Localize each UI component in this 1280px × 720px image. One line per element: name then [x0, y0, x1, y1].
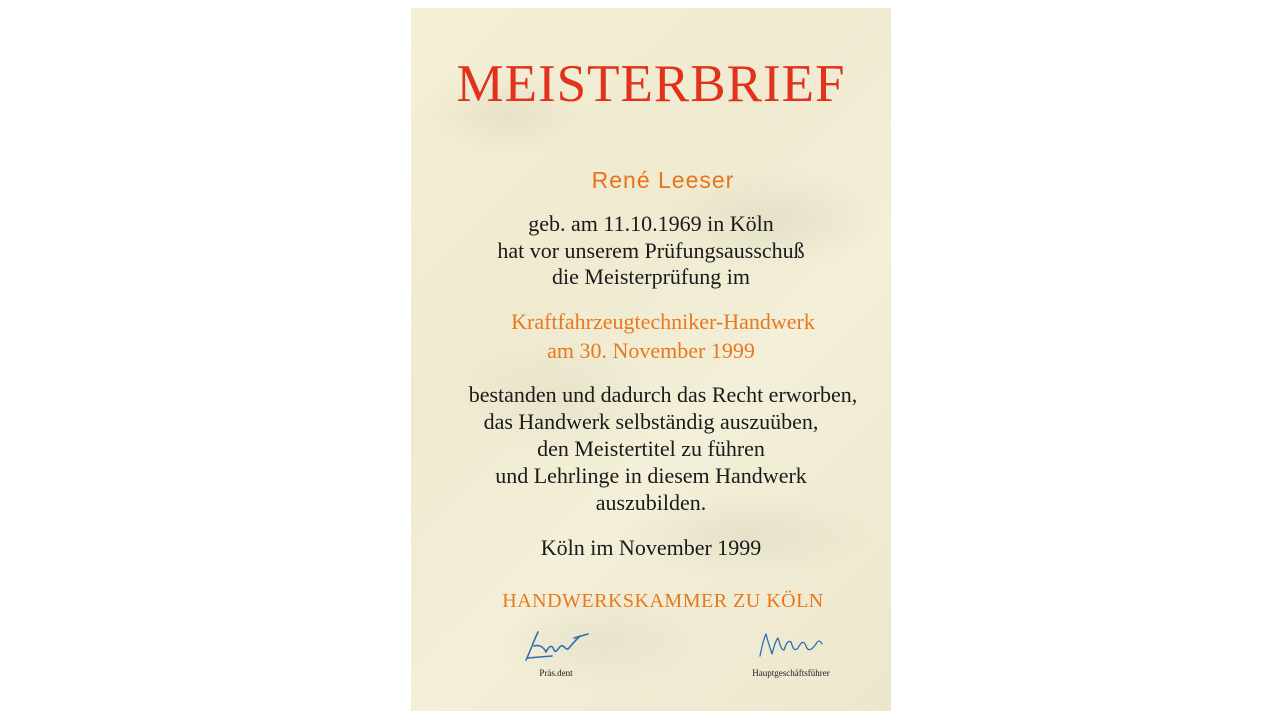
trade-line: Kraftfahrzeugtechniker-Handwerk — [511, 309, 815, 334]
rights-line-3: den Meistertitel zu führen — [537, 436, 765, 461]
certificate-title: MEISTERBRIEF — [456, 55, 846, 113]
president-signature — [516, 626, 596, 666]
place-date-line: Köln im November 1999 — [540, 535, 762, 560]
manager-signature-block — [736, 626, 846, 679]
issuer-name: HANDWERKSKAMMER ZU KÖLN — [502, 590, 824, 612]
manager-signature — [746, 626, 836, 666]
recipient-name: René Leeser — [591, 167, 735, 193]
birth-line: geb. am 11.10.1969 in Köln — [528, 211, 774, 236]
rights-line-1: bestanden und dadurch das Recht erworben, — [468, 382, 858, 407]
committee-line: hat vor unserem Prüfungsausschuß — [497, 238, 805, 263]
president-signature-block — [511, 626, 601, 679]
certificate-document — [411, 8, 891, 711]
president-label: Präs.dent — [539, 668, 573, 678]
rights-line-2: das Handwerk selbständig auszuüben, — [483, 409, 819, 434]
manager-label: Hauptgeschäftsführer — [752, 668, 830, 678]
rights-line-5: auszubilden. — [595, 490, 707, 515]
exam-date-line: am 30. November 1999 — [547, 338, 755, 363]
exam-intro-line: die Meisterprüfung im — [552, 264, 750, 289]
rights-line-4: und Lehrlinge in diesem Handwerk — [495, 463, 807, 488]
